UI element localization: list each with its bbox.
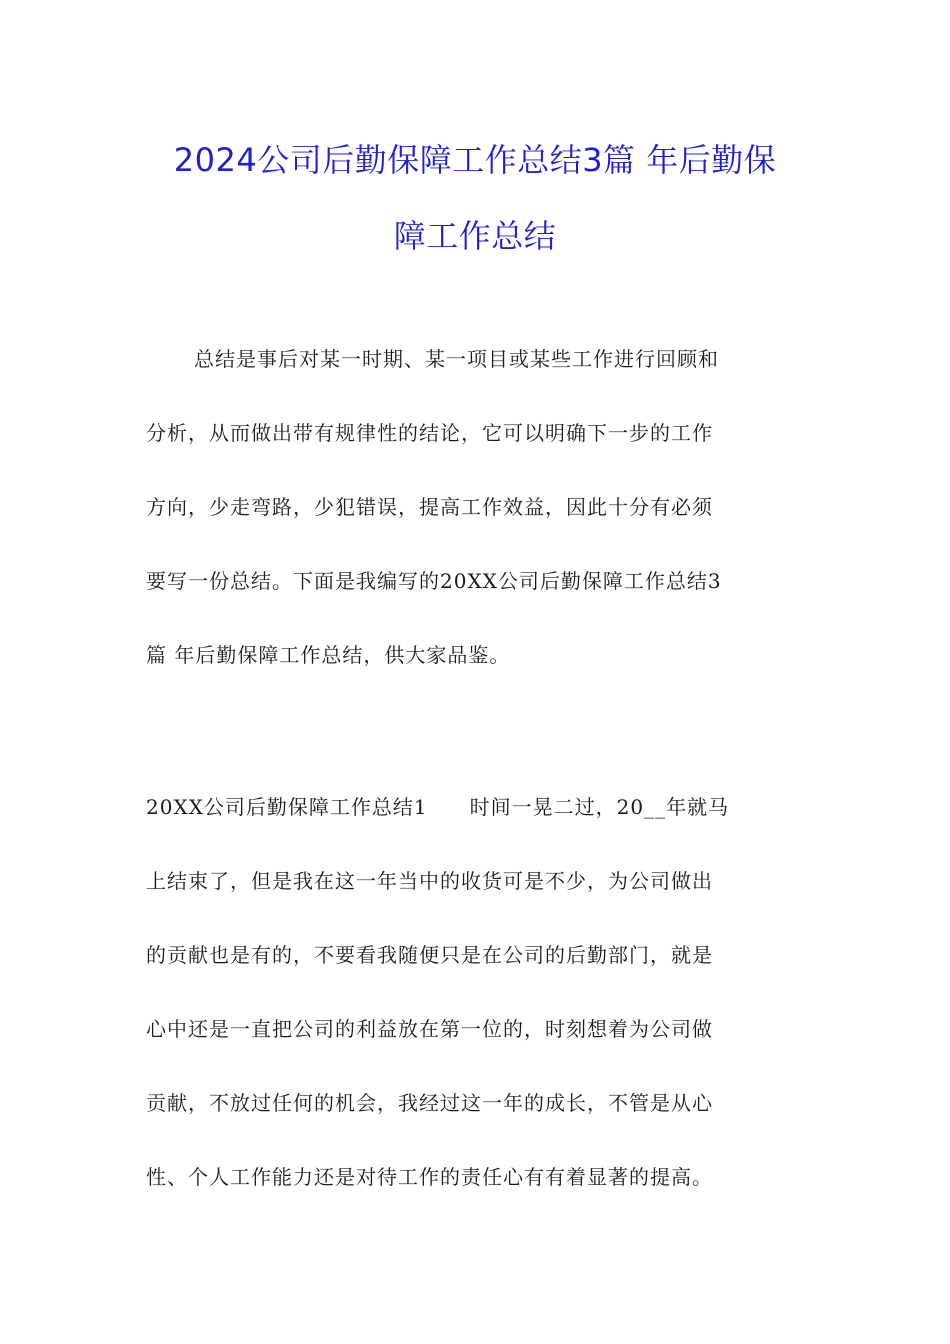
intro-line-2: 分析，从而做出带有规律性的结论，它可以明确下一步的工作 [146, 421, 713, 445]
title-line-2: 障工作总结 [393, 217, 557, 255]
section-1-line-1: 20XX公司后勤保障工作总结1 时间一晃二过，20__年就马 [146, 795, 730, 819]
section-1-paragraph [146, 770, 806, 1214]
section-1-line-2: 上结束了，但是我在这一年当中的收货可是不少，为公司做出 [146, 869, 713, 893]
title-line-1: 2024公司后勤保障工作总结3篇 年后勤保 [173, 141, 777, 179]
intro-paragraph [146, 322, 806, 692]
intro-line-4: 要写一份总结。下面是我编写的20XX公司后勤保障工作总结3 [146, 569, 722, 593]
section-1-line-4: 心中还是一直把公司的利益放在第一位的，时刻想着为公司做 [146, 1017, 713, 1041]
document-title [100, 122, 850, 274]
intro-line-3: 方向，少走弯路，少犯错误，提高工作效益，因此十分有必须 [146, 495, 713, 519]
section-1-line-6: 性、个人工作能力还是对待工作的责任心有有着显著的提高。 [146, 1165, 713, 1189]
section-1-line-5: 贡献，不放过任何的机会，我经过这一年的成长，不管是从心 [146, 1091, 713, 1115]
intro-line-1: 总结是事后对某一时期、某一项目或某些工作进行回顾和 [194, 347, 719, 371]
section-1-line-3: 的贡献也是有的，不要看我随便只是在公司的后勤部门，就是 [146, 943, 713, 967]
intro-line-5: 篇 年后勤保障工作总结，供大家品鉴。 [146, 643, 511, 667]
